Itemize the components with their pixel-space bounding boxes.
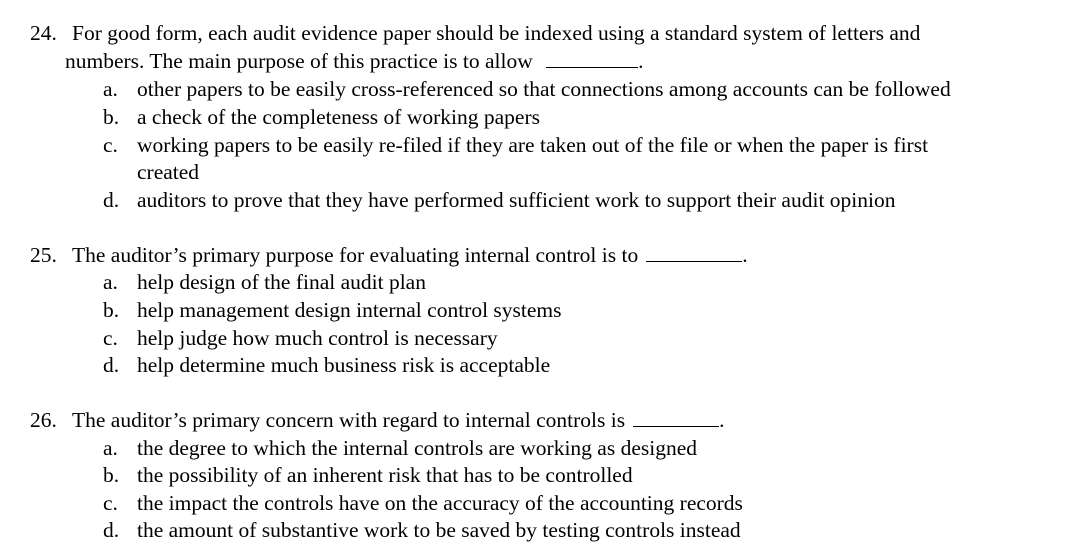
- option-24-c-continued: [137, 159, 199, 186]
- option-letter: d.: [103, 188, 120, 212]
- option-24-c: [103, 132, 929, 159]
- option-letter: a.: [103, 270, 118, 294]
- option-text: help design of the final audit plan: [137, 270, 426, 294]
- option-letter: c.: [103, 491, 118, 515]
- option-text: other papers to be easily cross-referenced so that connections among accounts can be followed: [137, 77, 951, 101]
- option-letter: c.: [103, 326, 118, 350]
- answer-blank: [646, 243, 742, 262]
- answer-blank: [633, 408, 719, 427]
- question-stem-continued: numbers. The main purpose of this practice is to allow: [65, 49, 533, 73]
- option-letter: a.: [103, 77, 118, 101]
- option-25-c: [103, 325, 498, 352]
- option-26-a: [103, 435, 698, 462]
- option-letter: b.: [103, 298, 120, 322]
- stem-end: .: [719, 408, 725, 432]
- option-text: the degree to which the internal controls are working as designed: [137, 436, 698, 460]
- option-letter: b.: [103, 105, 120, 129]
- question-number: 25.: [30, 243, 57, 267]
- option-letter: b.: [103, 463, 120, 487]
- option-letter: c.: [103, 133, 118, 157]
- option-text: a check of the completeness of working papers: [137, 105, 540, 129]
- option-26-c: [103, 490, 743, 517]
- stem-end: .: [638, 49, 644, 73]
- option-24-d: [103, 187, 896, 214]
- question-stem: For good form, each audit evidence paper should be indexed using a standard system of letters and: [72, 21, 921, 45]
- option-25-b: [103, 297, 562, 324]
- question-number: 24.: [30, 21, 57, 45]
- question-stem-wrap: [72, 407, 724, 434]
- option-text: help determine much business risk is acceptable: [137, 353, 551, 377]
- option-letter: d.: [103, 518, 120, 542]
- question-26-stem: [30, 407, 725, 434]
- question-stem-wrap: [72, 242, 748, 269]
- question-stem: The auditor’s primary purpose for evaluating internal control is to: [72, 243, 639, 267]
- option-text: auditors to prove that they have performed sufficient work to support their audit opinion: [137, 188, 896, 212]
- option-letter: d.: [103, 353, 120, 377]
- option-text: the amount of substantive work to be saved by testing controls instead: [137, 518, 741, 542]
- option-text-continued: created: [137, 160, 200, 184]
- question-25-stem: [30, 242, 748, 269]
- option-letter: a.: [103, 436, 118, 460]
- option-text: help judge how much control is necessary: [137, 326, 498, 350]
- question-24-stem-line2: [65, 48, 643, 75]
- question-number: 26.: [30, 408, 57, 432]
- option-26-b: [103, 462, 633, 489]
- option-25-a: [103, 269, 426, 296]
- option-text: the possibility of an inherent risk that has to be controlled: [137, 463, 633, 487]
- option-24-a: [103, 76, 951, 103]
- option-24-b: [103, 104, 540, 131]
- question-stem: The auditor’s primary concern with regard to internal controls is: [72, 408, 626, 432]
- option-text: help management design internal control systems: [137, 298, 562, 322]
- option-25-d: [103, 352, 551, 379]
- option-text: the impact the controls have on the accuracy of the accounting records: [137, 491, 743, 515]
- stem-end: .: [742, 243, 748, 267]
- option-26-d: [103, 517, 741, 544]
- question-24-stem-line1: [30, 20, 921, 47]
- option-text: working papers to be easily re-filed if they are taken out of the file or when the paper is first: [137, 133, 929, 157]
- answer-blank: [546, 49, 638, 68]
